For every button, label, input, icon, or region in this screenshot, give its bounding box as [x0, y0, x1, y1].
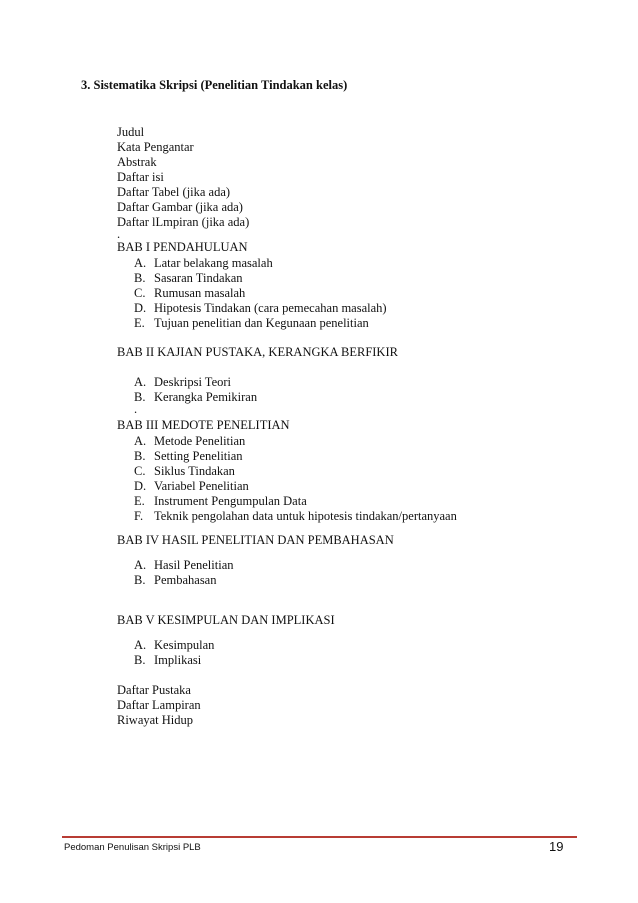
page-number: 19 [549, 839, 564, 854]
list-item: D. Hipotesis Tindakan (cara pemecahan masalah) [134, 301, 387, 315]
footer-title: Pedoman Penulisan Skripsi PLB [64, 842, 201, 853]
chapter-title: BAB II KAJIAN PUSTAKA, KERANGKA BERFIKIR [117, 345, 398, 359]
list-item: B. Setting Penelitian [134, 449, 243, 463]
back-matter-item: Riwayat Hidup [117, 713, 194, 727]
list-item: F. Teknik pengolahan data untuk hipotesis tindakan/pertanyaan [134, 509, 457, 523]
front-matter-item: Daftar isi [117, 170, 164, 184]
front-matter-item: Daftar lLmpiran (jika ada) [117, 215, 250, 229]
list-item: A. Latar belakang masalah [134, 256, 273, 270]
list-item: A. Metode Penelitian [134, 434, 246, 448]
front-matter-item: Abstrak [117, 155, 157, 169]
list-item: B. Kerangka Pemikiran [134, 390, 258, 404]
section-heading: 3. Sistematika Skripsi (Penelitian Tindakan kelas) [81, 78, 348, 92]
front-matter-item: Judul [117, 125, 145, 139]
list-item: C. Siklus Tindakan [134, 464, 235, 478]
list-item: B. Pembahasan [134, 573, 217, 587]
chapter-title: BAB IV HASIL PENELITIAN DAN PEMBAHASAN [117, 533, 394, 547]
chapter-title: BAB III MEDOTE PENELITIAN [117, 418, 290, 432]
list-dot: . [134, 402, 138, 416]
chapter-title: BAB I PENDAHULUAN [117, 240, 248, 254]
list-item: D. Variabel Penelitian [134, 479, 249, 493]
front-matter-item: Daftar Tabel (jika ada) [117, 185, 231, 199]
chapter-title: BAB V KESIMPULAN DAN IMPLIKASI [117, 613, 335, 627]
list-item: E. Instrument Pengumpulan Data [134, 494, 307, 508]
front-matter-item: Daftar Gambar (jika ada) [117, 200, 243, 214]
list-item: A. Hasil Penelitian [134, 558, 234, 572]
list-item: B. Sasaran Tindakan [134, 271, 243, 285]
list-item: A. Deskripsi Teori [134, 375, 232, 389]
footer-rule [62, 836, 577, 838]
back-matter-item: Daftar Lampiran [117, 698, 201, 712]
list-item: E. Tujuan penelitian dan Kegunaan penelitian [134, 316, 369, 330]
front-matter-item: Kata Pengantar [117, 140, 194, 154]
back-matter-item: Daftar Pustaka [117, 683, 191, 697]
list-item: B. Implikasi [134, 653, 202, 667]
list-item: C. Rumusan masalah [134, 286, 246, 300]
front-matter-dot: . [117, 227, 121, 241]
list-item: A. Kesimpulan [134, 638, 215, 652]
